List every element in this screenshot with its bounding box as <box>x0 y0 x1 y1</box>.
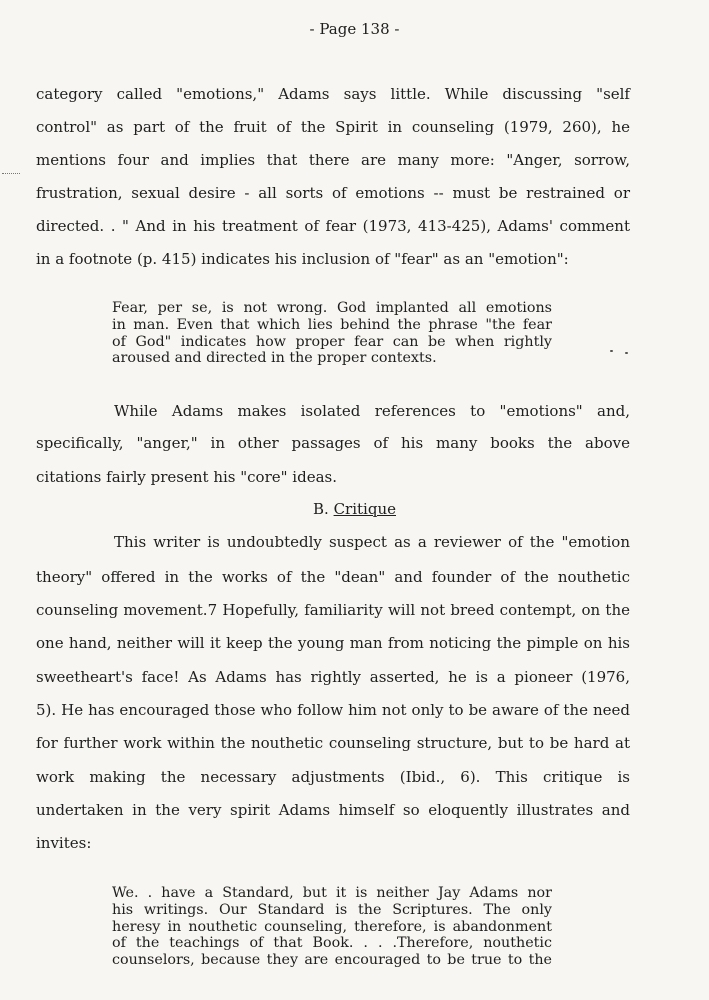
paragraph-2-line-1: While Adams makes isolated references to "emotions" and, <box>114 402 630 420</box>
paragraph-1-line-1: category called "emotions," Adams says little. While discussing "self <box>36 85 630 103</box>
section-title: Critique <box>333 500 396 518</box>
block-quote-2 <box>112 885 552 969</box>
paragraph-1-line-4: frustration, sexual desire - all sorts of emotions -- must be restrained or <box>36 184 630 202</box>
paragraph-3-line-2: theory" offered in the works of the "dean" and founder of the nouthetic <box>36 568 630 586</box>
section-heading <box>0 500 709 518</box>
paragraph-1-line-3: mentions four and implies that there are many more: "Anger, sorrow, <box>36 151 630 169</box>
margin-mark <box>2 173 20 175</box>
section-letter: B. <box>313 500 329 518</box>
paragraph-3-line-4: one hand, neither will it keep the young man from noticing the pimple on his <box>36 634 630 652</box>
block-quote-1 <box>112 300 552 367</box>
page-header: - Page 138 - <box>309 20 400 38</box>
quote-2-line-2: his writings. Our Standard is the Scriptures. The only <box>112 901 552 918</box>
paragraph-1-line-2: control" as part of the fruit of the Spirit in counseling (1979, 260), he <box>36 118 630 136</box>
stray-mark <box>625 352 628 354</box>
quote-2-line-1: We. . have a Standard, but it is neither Jay Adams nor <box>112 885 552 901</box>
paragraph-3-line-5: sweetheart's face! As Adams has rightly asserted, he is a pioneer (1976, <box>36 668 630 686</box>
quote-2-line-4: of the teachings of that Book. . . .Therefore, nouthetic <box>112 935 552 952</box>
paragraph-2-line-3: citations fairly present his "core" ideas. <box>36 468 337 486</box>
paragraph-1-line-6: in a footnote (p. 415) indicates his inclusion of "fear" as an "emotion": <box>36 250 569 268</box>
quote-2-line-3: heresy in nouthetic counseling, therefore, is abandonment <box>112 918 552 935</box>
paragraph-3-line-1: This writer is undoubtedly suspect as a reviewer of the "emotion <box>114 533 630 551</box>
paragraph-3-line-9: undertaken in the very spirit Adams himself so eloquently illustrates and <box>36 801 630 819</box>
paragraph-3-line-3: counseling movement.7 Hopefully, familiarity will not breed contempt, on the <box>36 601 630 619</box>
paragraph-1-line-5: directed. . " And in his treatment of fear (1973, 413-425), Adams' comment <box>36 217 630 235</box>
quote-2-line-5: counselors, because they are encouraged to be true to the <box>112 952 552 969</box>
quote-1-line-1: Fear, per se, is not wrong. God implanted all emotions <box>112 300 552 316</box>
paragraph-3-line-10: invites: <box>36 834 92 852</box>
stray-mark <box>610 350 613 352</box>
paragraph-3-line-7: for further work within the nouthetic counseling structure, but to be hard at <box>36 734 630 752</box>
quote-1-line-4: aroused and directed in the proper contexts. <box>112 350 437 367</box>
paragraph-3-line-8: work making the necessary adjustments (Ibid., 6). This critique is <box>36 768 630 786</box>
quote-1-line-2: in man. Even that which lies behind the phrase "the fear <box>112 316 552 333</box>
paragraph-3-line-6: 5). He has encouraged those who follow him not only to be aware of the need <box>36 701 630 719</box>
paragraph-2-line-2: specifically, "anger," in other passages of his many books the above <box>36 434 630 452</box>
quote-1-line-3: of God" indicates how proper fear can be when rightly <box>112 333 552 350</box>
